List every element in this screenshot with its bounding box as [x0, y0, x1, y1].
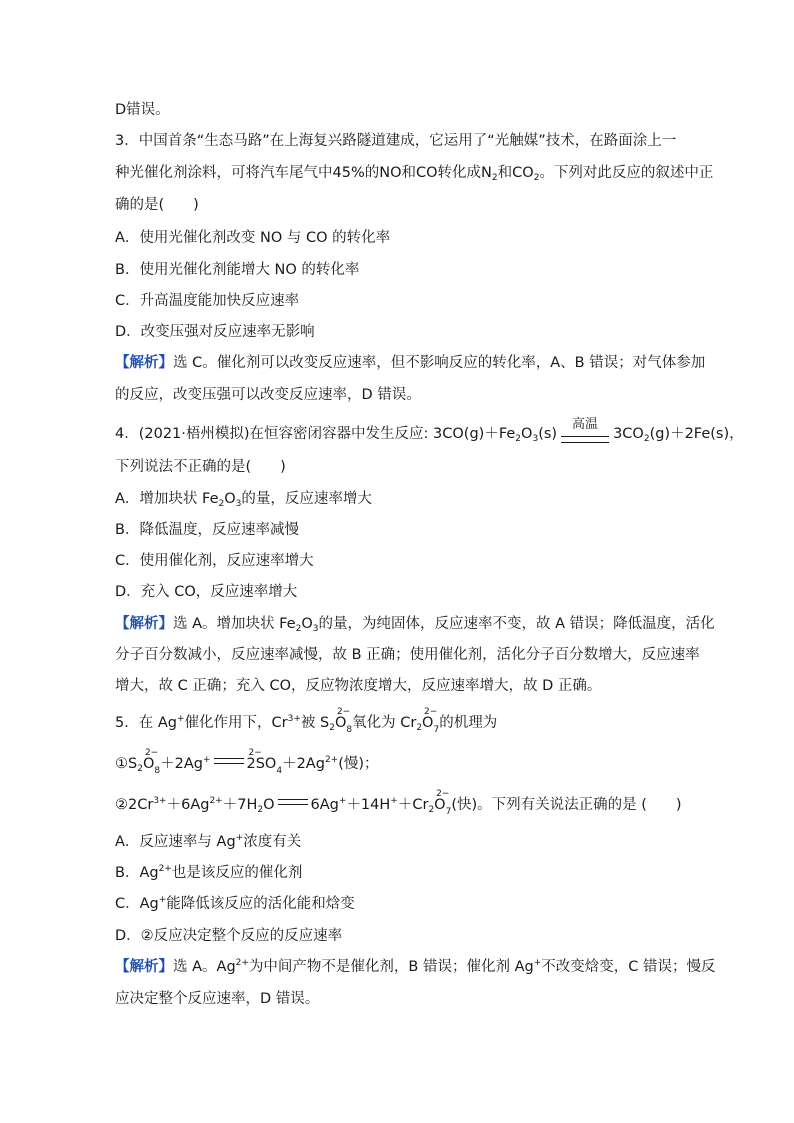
q5-option-b: B．$Ag^{2+}$也是该反应的催化剂	[115, 864, 303, 881]
q4-answer-line1: 【解析】选 A。增加块状 $Fe_2O_3$的量，为纯固体，反应速率不变，故 A 错误；降低温度，活化	[115, 616, 715, 634]
answer-label: 【解析】	[115, 355, 173, 371]
q3-stem-line1: 3．中国首条“生态马路”在上海复兴路隧道建成，它运用了“光触媒”技术，在路面涂上一	[115, 133, 677, 149]
q5-answer-line2: 应决定整个反应速率，D 错误。	[115, 991, 320, 1007]
q4-option-d: D．充入 CO，反应速率增大	[115, 584, 298, 600]
q4-stem-line2: 下列说法不正确的是( )	[115, 459, 286, 475]
equals-sign	[278, 799, 308, 805]
reaction-condition-arrow: 高温	[561, 428, 609, 442]
q2-answer-tail: D错误。	[115, 102, 170, 118]
q5-mechanism-step1: $①S_2O$ 2− $_8$＋2Ag+ 2SO 2− $_4+2Ag^{2+}$(慢)；	[115, 748, 379, 776]
q3-answer-line1: 【解析】选 C。催化剂可以改变反应速率，但不影响反应的转化率，A、B 错误；对气体参加	[115, 355, 706, 371]
q5-option-c: C．Ag+能降低该反应的活化能和焓变	[115, 895, 355, 912]
q3-option-b: B．使用光催化剂能增大 NO 的转化率	[115, 262, 360, 278]
q4-answer-line2: 分子百分数减小，反应速率减慢，故 B 正确；使用催化剂，活化分子百分数增大，反应速率	[115, 647, 700, 663]
q3-stem-line2: 种光催化剂涂料，可将汽车尾气中45%的NO和CO转化成$N_2$和$CO_2$。下列对此反应的叙述中正	[115, 165, 714, 183]
q3-option-a: A．使用光催化剂改变 NO 与 CO 的转化率	[115, 230, 391, 246]
answer-label: 【解析】	[115, 959, 173, 975]
equals-sign	[214, 758, 244, 764]
q3-stem-line3: 确的是( )	[115, 197, 199, 213]
q4-stem-line1: 4．(2021·梧州模拟)在恒容密闭容器中发生反应: $3CO(g)+Fe_2O_3(s)$ 高温 $3CO_2(g)+2Fe(s)$，	[115, 417, 744, 444]
q3-option-d: D．改变压强对反应速率无影响	[115, 324, 315, 340]
q5-option-a: A．反应速率与 Ag+浓度有关	[115, 833, 302, 850]
q4-option-a: A．增加块状 $Fe_2O_3$的量，反应速率增大	[115, 491, 372, 509]
q5-stem-line1: 5．在 Ag+催化作用下，$Cr^{3+}$被 $S_2O$ 2− $_8$氧化为 $Cr_2O$ 2− $_7$的机理为	[115, 707, 498, 735]
q5-answer-line1: 【解析】选 A。$Ag^{2+}$为中间产物不是催化剂，B 错误；催化剂 Ag+不改变焓变，C 错误；慢反	[115, 958, 716, 975]
q4-option-b: B．降低温度，反应速率减慢	[115, 522, 299, 538]
q5-option-d: D．②反应决定整个反应的反应速率	[115, 928, 343, 944]
answer-label: 【解析】	[115, 616, 173, 632]
q5-mechanism-step2: $②2Cr^{3+}+6Ag^{2+}+7H_2O$ $6Ag^++14H^++Cr_2O$ 2− $_7$(快)。下列有关说法正确的是 ( )	[115, 789, 682, 817]
q3-option-c: C．升高温度能加快反应速率	[115, 293, 300, 309]
q3-answer-line2: 的反应，改变压强可以改变反应速率，D 错误。	[115, 387, 421, 403]
q4-answer-line3: 增大，故 C 正确；充入 CO，反应物浓度增大，反应速率增大，故 D 正确。	[115, 678, 602, 694]
q4-option-c: C．使用催化剂，反应速率增大	[115, 553, 314, 569]
